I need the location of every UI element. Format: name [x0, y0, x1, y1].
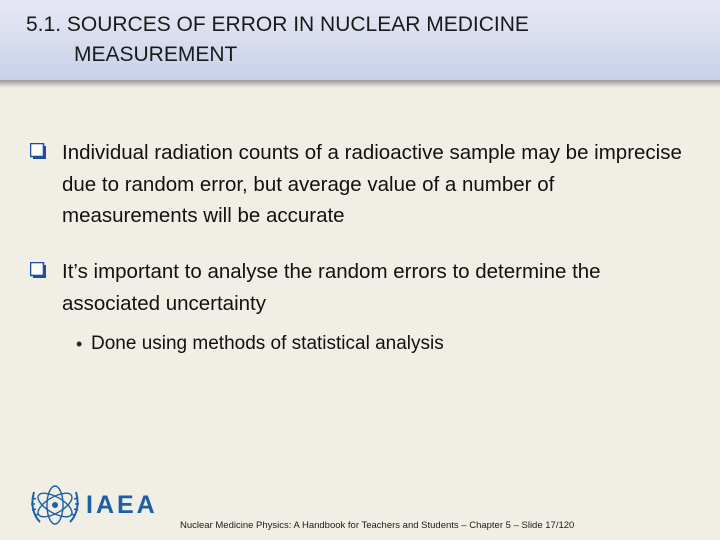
- checkbox-bullet-icon: [30, 143, 46, 159]
- sub-bullet-marker: •: [76, 334, 83, 354]
- iaea-logo-text: IAEA: [86, 491, 158, 519]
- sub-bullet-item-1: [76, 330, 676, 358]
- slide-footer: Nuclear Medicine Physics: A Handbook for Teachers and Students – Chapter 5 – Slide 17/120: [180, 520, 575, 531]
- bullet-item-1: [30, 137, 690, 232]
- iaea-emblem-icon: [28, 482, 82, 528]
- slide-title: [26, 10, 686, 70]
- bullet-text-1: Individual radiation counts of a radioactive sample may be imprecise due to random error, but average value of a number of measurements will be accurate: [62, 141, 682, 227]
- bullet-item-2: [30, 256, 690, 319]
- checkbox-bullet-icon: [30, 262, 46, 278]
- slide-title-line1: 5.1. SOURCES OF ERROR IN NUCLEAR MEDICINE: [26, 13, 529, 36]
- title-bar-shadow: [0, 80, 720, 88]
- bullet-text-2: It’s important to analyse the random errors to determine the associated uncertainty: [62, 260, 601, 315]
- slide-title-line2: MEASUREMENT: [74, 43, 238, 66]
- sub-bullet-text-1: Done using methods of statistical analysis: [91, 333, 444, 354]
